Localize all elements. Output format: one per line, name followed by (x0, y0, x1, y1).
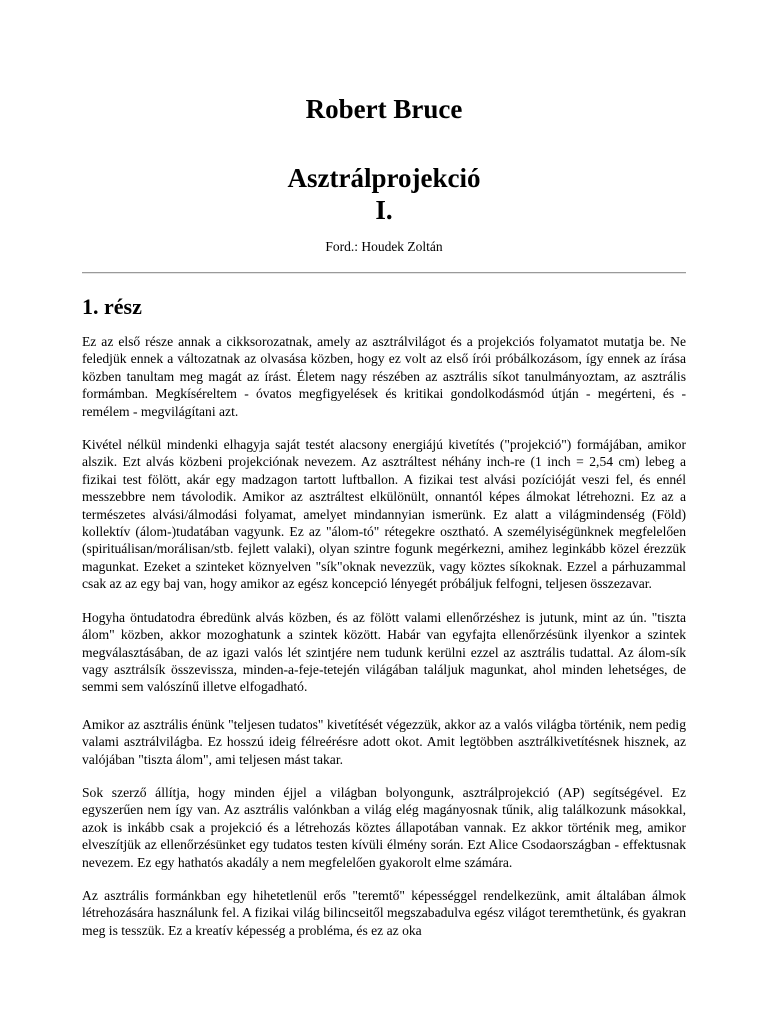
paragraph: Amikor az asztrális énünk "teljesen tudatos" kivetítését végezzük, akkor az a valós világba történik, nem pedig valami asztrálvilágba. Ez hosszú ideig félreérésre adott okot. Amit legtöbben asztrálkivetítésnek hisznek, az valójában "tiszta álom", ami teljesen mást takar. (82, 716, 686, 767)
section-heading: 1. rész (82, 294, 142, 319)
translator-credit: Ford.: Houdek Zoltán (325, 239, 443, 254)
paragraph: Kivétel nélkül mindenki elhagyja saját testét alacsony energiájú kivetítés ("projekció") formájában, amikor alszik. Ezt alvás közbeni projekciónak nevezem. Az asztráltest néhány inch-re (1 inch = 2,54 cm) lebeg a fizikai test fölött, akár egy madzagon tartott luftballon. A fizikai test alvási pozícióját veszi fel, és ennél messzebbre nem távolodik. Amikor az asztráltest elkülönült, onnantól képes álmokat létrehozni. Ez az a természetes alvási/álmodási folyamat, amelyet mindannyian ismerünk. Ez alatt a világmindenség (Föld) kollektív (álom-)tudatában vagyunk. Ez az "álom-tó" rétegekre osztható. A személyiségünknek megfelelően (spirituálisan/morálisan/stb. fejlett valaki), olyan szintre fogunk megérkezni, amihez leginkább közel érezzük magunkat. Ezeket a szinteket köznyelven "sík"oknak nevezzük, vagy köztes síkoknak. Ezzel a párhuzammal csak az az egy baj van, hogy amikor az egész koncepció lényegét próbáljuk felfogni, teljesen összezavar. (82, 437, 686, 592)
paragraph: Hogyha öntudatodra ébredünk alvás közben, és az fölött valami ellenőrzéshez is jutunk, mint az ún. "tiszta álom" közben, akkor mozoghatunk a szintek között. Habár van egyfajta ellenőrzésünk ilyenkor a szintek megválasztásában, de az igazi valós lét szintjére nem tudunk kerülni ezzel az asztrális tudattal. Az álom-sík vagy asztrálsík összevissza, minden-a-feje-tetején világában találjuk magunkat, ahol minden lehetséges, de semmi sem valószínű illetve elfogadható. (82, 609, 686, 695)
paragraph: Sok szerző állítja, hogy minden éjjel a világban bolyongunk, asztrálprojekció (AP) segítségével. Ez egyszerűen nem így van. Az asztrális valónkban a világ elég magányosnak tűnik, alig találkozunk másokkal, azok is inkább csak a projekció és a létrehozás köztes állapotában vannak. Ez akkor történik meg, amikor elveszítjük az ellenőrzésünket egy tudatos testen kívüli élmény során. Ezt Alice Csodaországban - effektusnak nevezem. Ez egy hathatós akadály a nem megfelelően gyakorolt elme számára. (82, 784, 686, 870)
horizontal-divider (82, 272, 686, 274)
title-line-2: I. (375, 195, 393, 225)
document-title (0, 162, 768, 226)
title-line-1: Asztrálprojekció (287, 163, 481, 193)
paragraph: Ez az első része annak a cikksorozatnak, amely az asztrálvilágot és a projekciós folyamatot mutatja be. Ne feledjük ennek a változatnak az olvasása közben, hogy ez volt az első írói próbálkozásom, így ennek az írása közben tanultam meg magát az írást. Életem nagy részében az asztrális síkot tanulmányoztam, az asztrális formámban. Megkíséreltem - óvatos megfigyelések és kritikai gondolkodásmód útján - megérteni, és - remélem - megvilágítani azt. (82, 334, 686, 419)
body-text (82, 333, 686, 955)
author-name: Robert Bruce (305, 94, 463, 124)
paragraph: Az asztrális formánkban egy hihetetlenül erős "teremtő" képességgel rendelkezünk, amit általában álmok létrehozására használunk fel. A fizikai világ bilincseitől megszabadulva egész világot teremthetünk, és gyakran meg is tesszük. Ez a kreatív képesség a probléma, és ez az oka (82, 887, 686, 938)
